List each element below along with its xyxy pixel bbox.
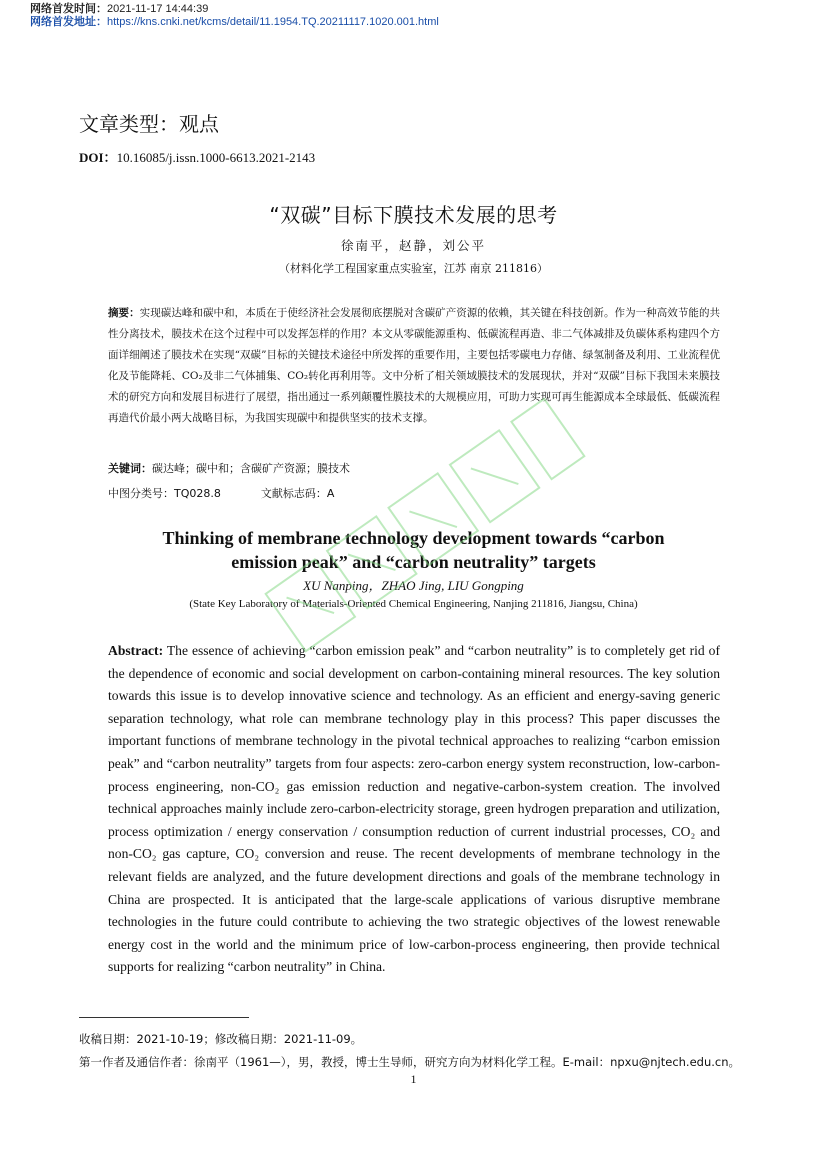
keywords-label: 关键词： xyxy=(108,462,152,475)
publish-url-label: 网络首发地址： xyxy=(30,16,107,28)
article-type: 文章类型：观点 xyxy=(79,112,219,136)
publish-url-link[interactable]: https://kns.cnki.net/kcms/detail/11.1954.TQ.20211117.1020.001.html xyxy=(107,16,439,28)
class-value: TQ028.8 xyxy=(174,487,221,500)
chinese-abstract-text: 实现碳达峰和碳中和，本质在于使经济社会发展彻底摆脱对含碳矿产资源的依赖，其关键在科技创新。作为一种高效节能的共性分离技术，膜技术在这个过程中可以发挥怎样的作用？本文从零碳能源重构、低碳流程再造、非二气体减排及负碳体系构建四个方面详细阐述了膜技术在实现“双碳”目标的关键技术途径中所发挥的重要作用，主要包括零碳电力存储、绿氢制备及利用、工业流程优化及节能降耗、CO₂及非二气体捕集、CO₂转化再利用等。文中分析了相关领域膜技术的发展现状，并对“双碳”目标下我国未来膜技术的研究方向和发展目标进行了展望，指出通过一系列颠覆性膜技术的大规模应用，可助力实现可再生能源成本全球最低、低碳流程再造代价最小两大战略目标，为我国实现碳中和提供坚实的技术支撑。 xyxy=(108,307,721,424)
page-number: 1 xyxy=(410,1072,417,1086)
footnote-divider xyxy=(79,1017,249,1018)
publish-time-value: 2021-11-17 14:44:39 xyxy=(107,3,209,15)
chinese-abstract-label: 摘要： xyxy=(108,307,140,319)
english-abstract-label: Abstract: xyxy=(108,643,164,658)
doi-value: 10.16085/j.issn.1000-6613.2021-2143 xyxy=(116,150,316,165)
chinese-abstract xyxy=(108,303,720,429)
chinese-keywords xyxy=(108,460,350,476)
chinese-authors: 徐南平，赵静，刘公平 xyxy=(340,238,486,253)
english-authors: XU Nanping，ZHAO Jing, LIU Gongping xyxy=(303,578,524,593)
publish-time-label: 网络首发时间： xyxy=(30,3,107,15)
doc-code-label: 文献标志码： xyxy=(260,487,327,500)
doc-code-value: A xyxy=(326,487,335,500)
english-title: Thinking of membrane technology development towards “carbon emission peak” and “carbon neutrality” targets xyxy=(162,528,665,572)
doi-label: DOI： xyxy=(79,150,117,165)
chinese-title: “双碳”目标下膜技术发展的思考 xyxy=(269,203,558,227)
class-label: 中图分类号： xyxy=(108,487,174,500)
footnote-corresponding-author: 第一作者及通信作者：徐南平（1961—），男，教授，博士生导师，研究方向为材料化学工程。E-mail：npxu@njtech.edu.cn。 xyxy=(79,1055,741,1069)
online-publish-time xyxy=(30,3,208,16)
classification xyxy=(108,485,334,501)
footnote-received-date: 收稿日期：2021-10-19；修改稿日期：2021-11-09。 xyxy=(79,1032,363,1046)
english-abstract-text: The essence of achieving “carbon emission peak” and “carbon neutrality” is to completely get rid of the dependence of economic and social development on carbon-containing mineral resources. The key solution towards this issue is to develop innovative science and technology. As an efficient and energy-saving generic separation technology, what role can membrane technology play in this process? This paper discusses the important functions of membrane technology in the pivotal technical approaches to realizing “carbon emission peak” and “carbon neutrality” targets from four aspects: zero-carbon energy system reconstruction, low-carbon-process engineering, non-CO₂ gas emission reduction and negative-carbon-system creation. The involved technical approaches mainly include zero-carbon-electricity storage, green hydrogen preparation and utilization, process optimization / energy conservation / consumption reduction of current industrial processes, CO₂ and non-CO₂ gas capture, CO₂ conversion and reuse. The recent developments of membrane technology in the relevant fields are analyzed, and the future development directions and goals of the membrane technology in China are prospected. It is anticipated that the large-scale applications of various disruptive membrane technologies in the future could contribute to achieving the two strategic objectives of the lowest renewable energy cost in the world and the minimum price of low-carbon-process engineering, then provide technical supports for realizing “carbon neutrality” in China. xyxy=(108,643,720,975)
doi xyxy=(79,147,315,166)
english-abstract xyxy=(108,640,720,979)
english-affiliation: (State Key Laboratory of Materials-Oriented Chemical Engineering, Nanjing 211816, Jiangsu, China) xyxy=(189,598,638,610)
chinese-affiliation: （材料化学工程国家重点实验室，江苏 南京 211816） xyxy=(279,262,548,275)
keywords-value: 碳达峰；碳中和；含碳矿产资源；膜技术 xyxy=(152,462,350,475)
online-publish-url xyxy=(30,16,439,29)
